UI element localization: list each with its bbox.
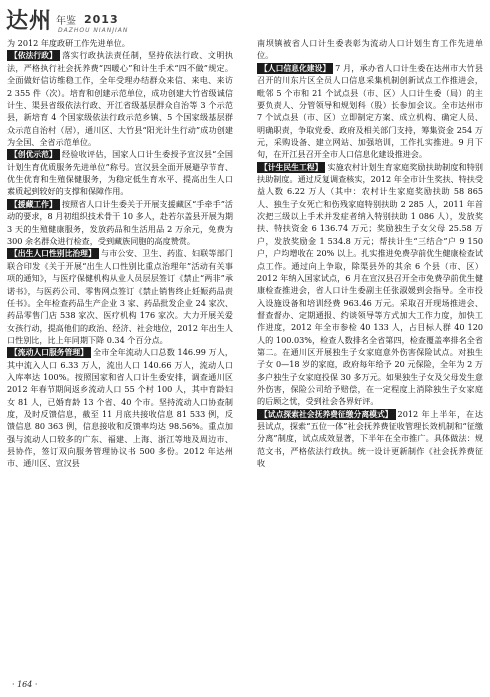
paragraph: 南坝镇被省人口计生委表彰为流动人口计划生育工作先进单位。: [257, 38, 483, 61]
section-fee-separation: [257, 408, 483, 470]
paragraph: 为 2012 年度政研工作先进单位。: [7, 38, 130, 48]
section-heading: 【流动人口服务管理】: [7, 347, 91, 358]
section-body: 实施农村计划生育家庭奖励扶助制度和特别扶助制度。通过反复调查核实，2012 年全市计生奖扶、特扶受益人数 6.22 万人（其中：农村计生家庭奖励扶助 58 865 人、独生子女死亡和伤残家庭特别扶助 2 285 人，2011 年首次把三级以上手术并发症者纳入特别扶助 1 086 人），发放奖扶、特扶资金 6 136.74 万元；奖励独生子女父母 25.58 万户，发放奖励金 1 534.8 万元；帮扶计生“三结合”户 9 150 户，户均增收在 20% 以上。扎实推进免费孕前优生健康检查试点工作。通过向上争取，除渠县外的其余 6 个县（市、区）2012 年纳入国家试点，6 月在宣汉县召开全市免费孕前优生健康检查推进会，省人口计生委副主任张淑媛到会指导。全市投入设施设备和培训经费 963.46 万元。采取召开现场推进会、督查督办、定期通报、约谈领导等方式加大工作力度，加快工作进度，2012 年全市参检 40 133 人，占目标人群 40 120 人的 100.03%，检查人数排名全省第四，检查覆盖率排名全省第二。在通川区开展独生子女家庭意外伤害保险试点。对独生子女 0—18 岁的家庭，政府每年给予 20 元保险，全年为 2 万多户独生子女家庭投保 30 多万元。如果独生子女及父母发生意外伤害，保险公司给予赔偿，在一定程度上消除独生子女家庭的后顾之忧，受到社会各界好评。: [257, 161, 483, 407]
section-body: 7 月，承办省人口计生委在达州市大竹县召开的川东片区全员人口信息采集机制创新试点工作推进会，毗邻 5 个市和 21 个试点县（市、区）人口计生委（局）的主要负责人、分管领导和规划科（股）长参加会议。全市达州市 7 个试点县（市、区）立即制定方案、成立机构、确定人员、明确职责，争取党委、政府及相关部门支持，筹集资金 254 万元，采购设备、建立网站、加强培训，工作扎实推进。9 月下旬，在开江县召开全市人口信息化建设推进会。: [257, 62, 483, 160]
left-column: [7, 37, 233, 470]
section-body: 落实行政执法责任制，坚持依法行政、文明执法，严格执行社会抚养费“四暖心”和计生手术“四不做”规定。全面做好信访维稳工作，全年受理办结群众来信、来电、来访 2 355 件（次）。培育和创建示范单位，成功创建大竹省级诚信计生、渠县省级依法行政、开江省级基层群众自治等 3 个示范县，新培育 4 个国家级依法行政示范乡镇、5 个国家级基层群众示范自治村（居），通川区、大竹县“阳光计生行动”成功创建为全国、全省示范单位。: [7, 50, 233, 147]
section-heading: 【出生人口性别比治理】: [7, 248, 99, 259]
section-informatization: [257, 62, 483, 161]
section-body: 经验收评估，国家人口计生委授予宣汉县“全国计划生育优质服务先进单位”称号。宣汉县全面开展避孕节育、优生优育和生殖保健服务，为稳定低生育水平、提高出生人口素质起到较好的支撑和保障作用。: [7, 149, 233, 197]
section-administration: [7, 49, 233, 148]
section-body: 全市全年流动人口总数 146.99 万人，其中流入人口 6.33 万人，流出人口 140.66 万人，流动人口入库率达 100%。按照国家和省人口计生委安排，调查通川区 2012 年春节期间返乡流动人口 55 个村 100 人，其中育龄妇女 81 人，已婚育龄 13 个省、40 个市。坚持流动人口协查制度，及时反馈信息，截至 11 月底共接收信息 81 533 例，反馈信息 80 363 例，信息接收和反馈率均达 98.56%。重点加强与流动人口较多的广东、福建、上海、浙江等地及周边市、县协作，签订双向服务管理协议书 500 多份。2012 年达州市、通川区、宣汉县: [7, 347, 233, 469]
section-body: 与市公安、卫生、药监、妇联等部门联合印发《关于开展“出生人口性别比重点治理年”活动有关事项的通知》，与医疗保健机构从业人员层层签订《禁止“两非”承诺书》，与医药公司、零售网点签订《禁止销售终止妊娠药品责任书》。全年检查药品生产企业 3 家、药品批发企业 24 家次、药品零售门店 538 家次、医疗机构 176 家次。大力开展关爱女孩行动，提高他们的政治、经济、社会地位，2012 年出生人口性别比，比上年同期下降 0.34 个百分点。: [7, 248, 233, 345]
section-body: 按照省人口计生委关于开展支援藏区“手牵手”活动的要求，8 月初组织技术骨干 10 多人，赴若尔盖县开展为期 3 天的生殖健康服务，发放药品和生活用品 2 万余元，免费为 300 余名群众进行检查，受到藏族同胞的高度赞赏。: [7, 198, 233, 246]
page-number: · 164 ·: [12, 680, 38, 689]
yearbook-subtitle: DAZHOU NIANJIAN: [58, 27, 129, 34]
section-livelihood: [257, 161, 483, 408]
yearbook-label: 年鉴: [56, 16, 76, 27]
section-excellence: [7, 148, 233, 198]
section-heading: 【援藏工作】: [7, 199, 60, 210]
section-floating-population: [7, 346, 233, 470]
yearbook-title: 达州: [6, 9, 53, 34]
section-body: 2012 年上半年，在达县试点，探索“五位一体”社会抚养费征收管理长效机制和“征缴分离”制度，试点成效显著，下半年在全市推广。具体做法：规范文书，严格依法行政执。统一设计更新制作《社会抚养费征收: [257, 408, 483, 469]
yearbook-year: 2013: [84, 13, 119, 26]
page-header: [0, 0, 490, 40]
section-heading: 【依法行政】: [7, 50, 60, 61]
section-sex-ratio: [7, 247, 233, 346]
section-heading: 【人口信息化建设】: [257, 63, 333, 74]
section-heading: 【创优示范】: [7, 149, 60, 160]
section-heading: 【试点探索社会抚养费征缴分离模式】: [257, 409, 396, 420]
section-heading: 【计生民生工程】: [257, 162, 325, 173]
section-tibet-aid: [7, 198, 233, 248]
right-column: [257, 37, 483, 470]
